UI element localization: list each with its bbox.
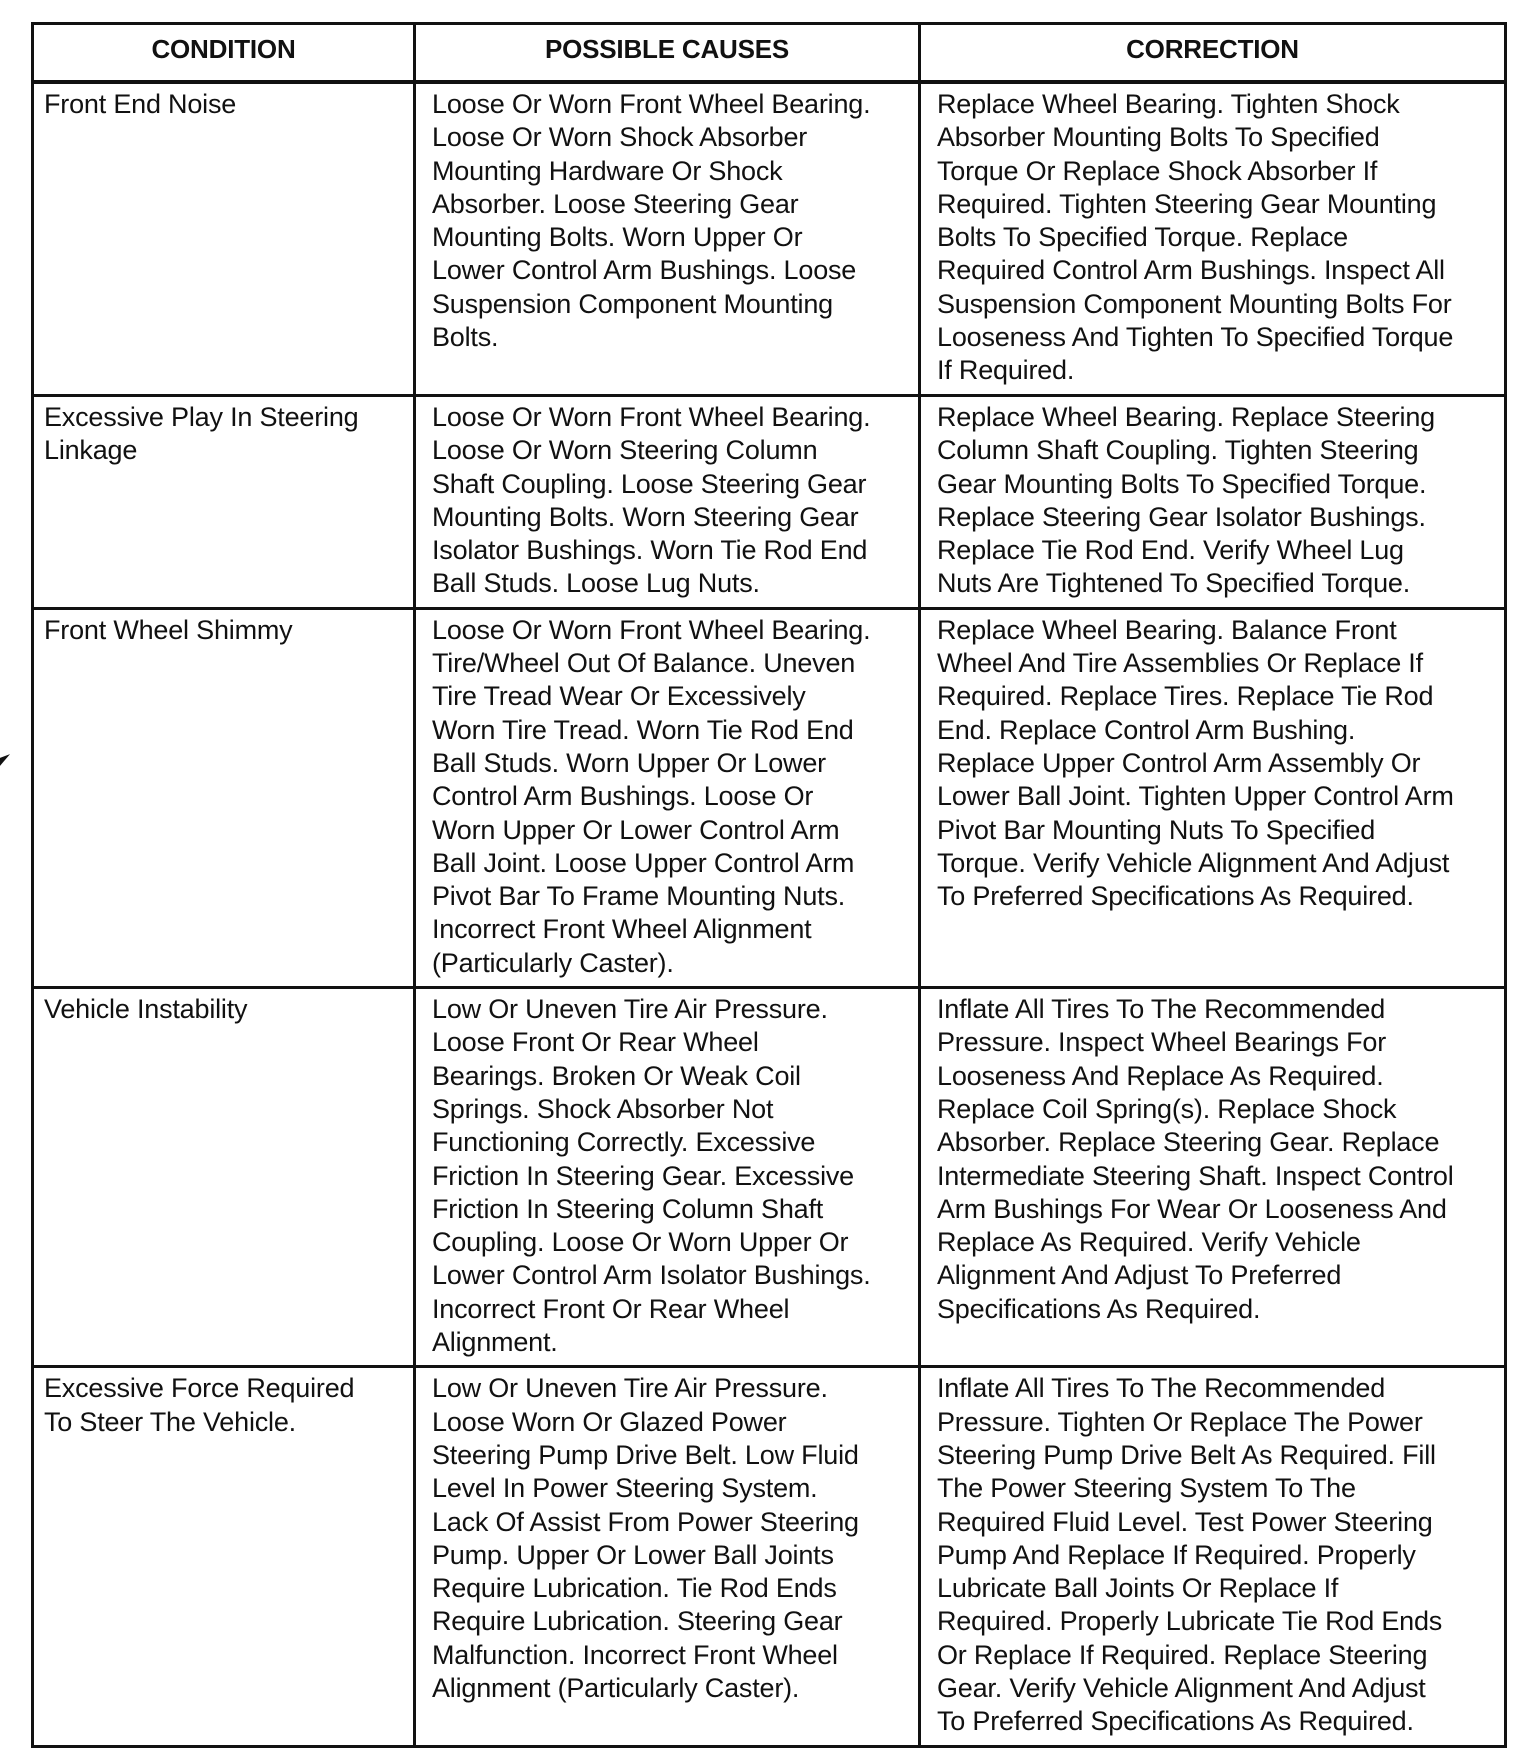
cell-text-line: Lower Control Arm Isolator Bushings. (432, 1260, 871, 1291)
cell-text-line: Bolts To Specified Torque. Replace (937, 222, 1348, 253)
cell-text-line: Replace Wheel Bearing. Balance Front (937, 614, 1397, 645)
cell-text-line: Loose Or Worn Steering Column (432, 435, 818, 466)
cell-text-line: Excessive Force Required (44, 1373, 355, 1404)
cell-text-line: Lack Of Assist From Power Steering (432, 1506, 859, 1537)
cell-text-line: Loose Or Worn Front Wheel Bearing. (432, 402, 871, 432)
cell-text-line: Front End Noise (44, 89, 237, 119)
cell-text-line: Alignment. (432, 1327, 558, 1358)
cell-text-line: Arm Bushings For Wear Or Looseness And (937, 1193, 1447, 1224)
cell-text-line: Steering Pump Drive Belt. Low Fluid (432, 1439, 859, 1470)
cell-text-line: Friction In Steering Gear. Excessive (432, 1160, 854, 1191)
cell-text-line: Springs. Shock Absorber Not (432, 1093, 774, 1124)
cell-text-line: To Preferred Specifications As Required. (937, 881, 1414, 912)
cell-text-line: Required. Tighten Steering Gear Mounting (937, 188, 1437, 219)
cell-text-line: Specifications As Required. (937, 1293, 1261, 1324)
header-row (33, 24, 1506, 83)
cell-text-line: The Power Steering System To The (937, 1473, 1356, 1504)
cell-text-line: Replace Wheel Bearing. Replace Steering (937, 402, 1435, 432)
cell-text-line: Pressure. Tighten Or Replace The Power (937, 1406, 1423, 1437)
cell-text-line: End. Replace Control Arm Bushing. (937, 714, 1356, 745)
cell-text-line: Ball Joint. Loose Upper Control Arm (432, 847, 855, 878)
cell-text-line: Control Arm Bushings. Loose Or (432, 781, 814, 812)
cell-text-line: Alignment And Adjust To Preferred (937, 1260, 1342, 1291)
cell-text-line: Worn Tire Tread. Worn Tie Rod End (432, 714, 854, 745)
cell-text-line: Mounting Bolts. Worn Upper Or (432, 222, 803, 253)
cell-text-line: Low Or Uneven Tire Air Pressure. (432, 1373, 828, 1404)
cell-text-line: Isolator Bushings. Worn Tie Rod End (432, 535, 868, 566)
cell-text-line: Mounting Hardware Or Shock (432, 155, 783, 186)
cell-text-line: Pressure. Inspect Wheel Bearings For (937, 1027, 1386, 1058)
cell-text-line: Incorrect Front Wheel Alignment (432, 914, 812, 945)
cell-text-line: Level In Power Steering System. (432, 1473, 818, 1504)
cell-text-line: Inflate All Tires To The Recommended (937, 1373, 1386, 1404)
cell-text-line: Torque Or Replace Shock Absorber If (937, 155, 1378, 186)
possible-causes-cell (415, 396, 920, 609)
cell-text-line: Bearings. Broken Or Weak Coil (432, 1060, 801, 1091)
cell-text-line: To Preferred Specifications As Required. (937, 1706, 1414, 1737)
diagnosis-table (31, 22, 1507, 1748)
cell-text-line: Gear Mounting Bolts To Specified Torque. (937, 468, 1427, 499)
table-row (33, 1367, 1506, 1746)
margin-mark (0, 754, 10, 766)
cell-text-line: Friction In Steering Column Shaft (432, 1193, 824, 1224)
cell-text-line: Ball Studs. Worn Upper Or Lower (432, 747, 826, 778)
cell-text-line: Pump And Replace If Required. Properly (937, 1539, 1416, 1570)
header-condition: CONDITION (33, 24, 415, 83)
cell-text-line: To Steer The Vehicle. (44, 1406, 296, 1437)
correction-cell (920, 396, 1506, 609)
cell-text-line: Functioning Correctly. Excessive (432, 1127, 816, 1158)
cell-text-line: Linkage (44, 435, 138, 466)
cell-text-line: Loose Or Worn Front Wheel Bearing. (432, 614, 871, 645)
cell-text-line: Pivot Bar Mounting Nuts To Specified (937, 814, 1376, 845)
possible-causes-cell (415, 1367, 920, 1746)
cell-text-line: Alignment (Particularly Caster). (432, 1672, 800, 1703)
correction-cell (920, 608, 1506, 987)
cell-text-line: Replace Coil Spring(s). Replace Shock (937, 1093, 1397, 1124)
cell-text-line: Looseness And Replace As Required. (937, 1060, 1384, 1091)
cell-text-line: Tire Tread Wear Or Excessively (432, 681, 806, 712)
condition-cell (33, 1367, 415, 1746)
cell-text-line: Torque. Verify Vehicle Alignment And Adjust (937, 847, 1450, 878)
condition-cell (33, 608, 415, 987)
cell-text-line: Loose Or Worn Front Wheel Bearing. (432, 89, 871, 119)
cell-text-line: Replace Upper Control Arm Assembly Or (937, 747, 1421, 778)
cell-text-line: Inflate All Tires To The Recommended (937, 994, 1386, 1025)
cell-text-line: Mounting Bolts. Worn Steering Gear (432, 501, 859, 532)
cell-text-line: Looseness And Tighten To Specified Torque (937, 322, 1454, 353)
cell-text-line: Intermediate Steering Shaft. Inspect Control (937, 1160, 1454, 1191)
cell-text-line: Lower Control Arm Bushings. Loose (432, 255, 857, 286)
correction-cell (920, 82, 1506, 396)
cell-text-line: Require Lubrication. Tie Rod Ends (432, 1573, 837, 1604)
cell-text-line: Replace Steering Gear Isolator Bushings. (937, 501, 1426, 532)
cell-text-line: Pivot Bar To Frame Mounting Nuts. (432, 881, 846, 912)
cell-text-line: If Required. (937, 355, 1075, 386)
cell-text-line: Absorber. Replace Steering Gear. Replace (937, 1127, 1440, 1158)
cell-text-line: Coupling. Loose Or Worn Upper Or (432, 1227, 849, 1258)
condition-cell (33, 82, 415, 396)
cell-text-line: Excessive Play In Steering (44, 402, 359, 432)
cell-text-line: Loose Front Or Rear Wheel (432, 1027, 759, 1058)
cell-text-line: Suspension Component Mounting (432, 288, 833, 319)
cell-text-line: Loose Or Worn Shock Absorber (432, 122, 808, 153)
cell-text-line: Nuts Are Tightened To Specified Torque. (937, 568, 1411, 599)
header-correction: CORRECTION (920, 24, 1506, 83)
table-row (33, 82, 1506, 396)
correction-cell (920, 988, 1506, 1367)
table-row (33, 396, 1506, 609)
cell-text-line: Replace Tie Rod End. Verify Wheel Lug (937, 535, 1404, 566)
cell-text-line: Tire/Wheel Out Of Balance. Uneven (432, 648, 856, 679)
cell-text-line: Lower Ball Joint. Tighten Upper Control Arm (937, 781, 1454, 812)
cell-text-line: Worn Upper Or Lower Control Arm (432, 814, 840, 845)
cell-text-line: Required. Properly Lubricate Tie Rod Ends (937, 1606, 1443, 1637)
cell-text-line: Required Control Arm Bushings. Inspect All (937, 255, 1445, 286)
cell-text-line: Bolts. (432, 322, 499, 353)
cell-text-line: Shaft Coupling. Loose Steering Gear (432, 468, 867, 499)
cell-text-line: Absorber Mounting Bolts To Specified (937, 122, 1380, 153)
cell-text-line: Ball Studs. Loose Lug Nuts. (432, 568, 760, 599)
cell-text-line: Malfunction. Incorrect Front Wheel (432, 1639, 838, 1670)
cell-text-line: Replace As Required. Verify Vehicle (937, 1227, 1361, 1258)
cell-text-line: Lubricate Ball Joints Or Replace If (937, 1573, 1339, 1604)
cell-text-line: Gear. Verify Vehicle Alignment And Adjust (937, 1672, 1426, 1703)
cell-text-line: Absorber. Loose Steering Gear (432, 188, 799, 219)
header-possible-causes: POSSIBLE CAUSES (415, 24, 920, 83)
cell-text-line: Low Or Uneven Tire Air Pressure. (432, 994, 828, 1025)
condition-cell (33, 396, 415, 609)
cell-text-line: Incorrect Front Or Rear Wheel (432, 1293, 790, 1324)
possible-causes-cell (415, 988, 920, 1367)
cell-text-line: Require Lubrication. Steering Gear (432, 1606, 843, 1637)
cell-text-line: Suspension Component Mounting Bolts For (937, 288, 1452, 319)
condition-cell (33, 988, 415, 1367)
cell-text-line: Replace Wheel Bearing. Tighten Shock (937, 89, 1400, 119)
cell-text-line: (Particularly Caster). (432, 947, 674, 978)
possible-causes-cell (415, 82, 920, 396)
cell-text-line: Wheel And Tire Assemblies Or Replace If (937, 648, 1423, 679)
cell-text-line: Vehicle Instability (44, 994, 248, 1025)
cell-text-line: Loose Worn Or Glazed Power (432, 1406, 787, 1437)
table-body (33, 82, 1506, 1746)
cell-text-line: Pump. Upper Or Lower Ball Joints (432, 1539, 834, 1570)
cell-text-line: Or Replace If Required. Replace Steering (937, 1639, 1428, 1670)
table-row (33, 988, 1506, 1367)
correction-cell (920, 1367, 1506, 1746)
table-row (33, 608, 1506, 987)
cell-text-line: Required Fluid Level. Test Power Steering (937, 1506, 1433, 1537)
cell-text-line: Column Shaft Coupling. Tighten Steering (937, 435, 1419, 466)
possible-causes-cell (415, 608, 920, 987)
cell-text-line: Front Wheel Shimmy (44, 614, 293, 645)
cell-text-line: Required. Replace Tires. Replace Tie Rod (937, 681, 1434, 712)
cell-text-line: Steering Pump Drive Belt As Required. Fill (937, 1439, 1436, 1470)
